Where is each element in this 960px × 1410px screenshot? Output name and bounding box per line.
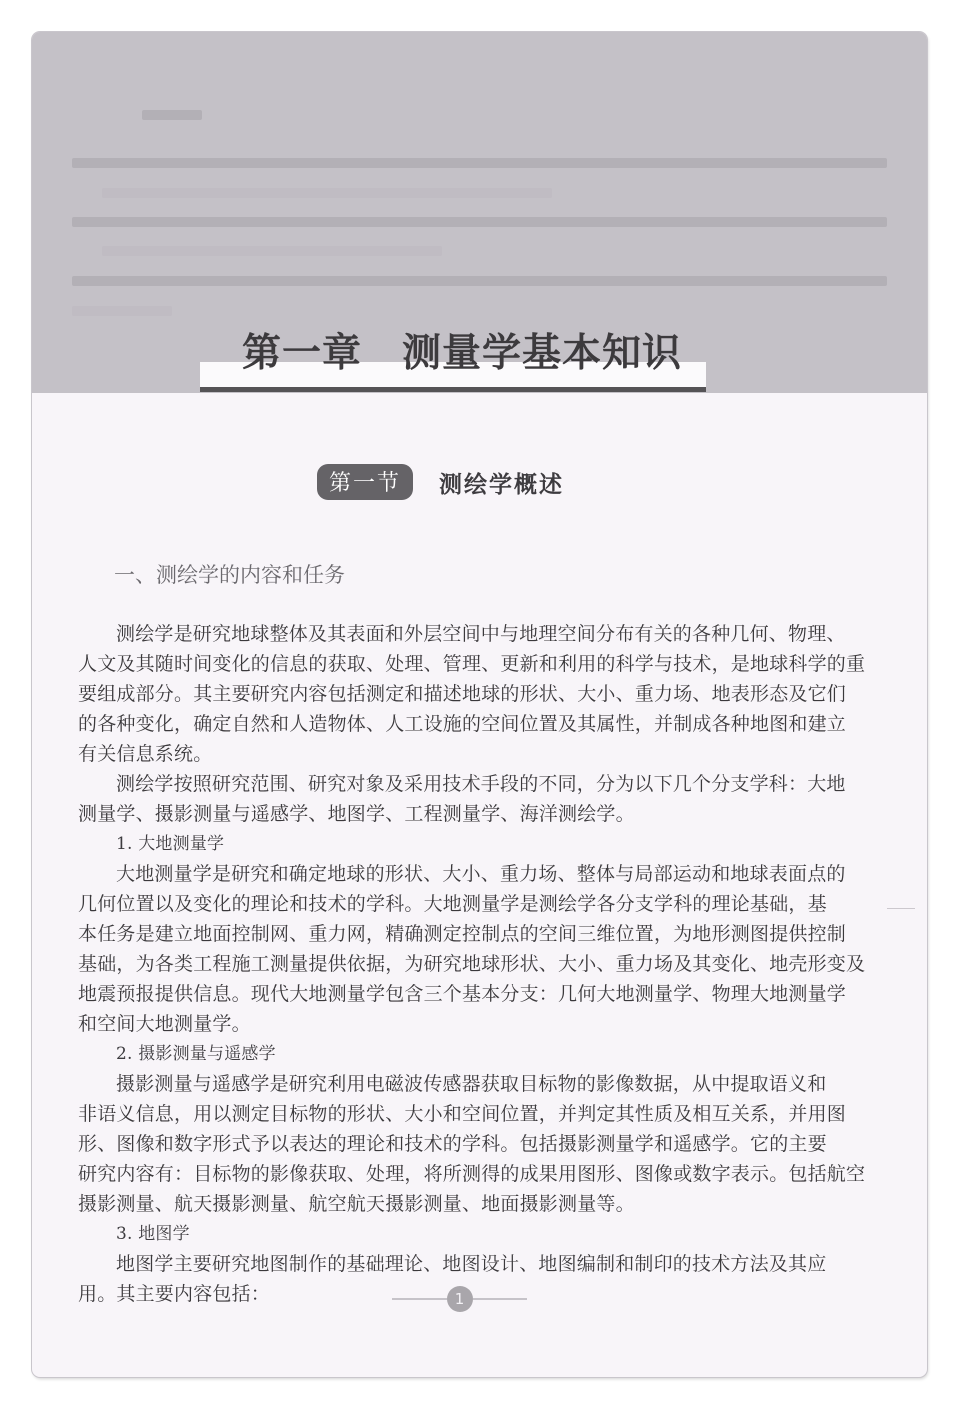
divider bbox=[473, 1298, 528, 1300]
body-text bbox=[78, 619, 866, 1309]
bleed-through-text bbox=[102, 246, 442, 256]
paragraph-line: 用。其主要内容包括： bbox=[78, 1283, 271, 1305]
page-number-badge: 1 bbox=[447, 1286, 473, 1312]
paragraph-line: 非语义信息，用以测定目标物的形状、大小和空间位置，并判定其性质及相互关系，并用图 bbox=[78, 1103, 847, 1125]
paragraph-line: 和空间大地测量学。 bbox=[78, 1013, 251, 1035]
subsection-heading: 一、测绘学的内容和任务 bbox=[114, 563, 345, 587]
chapter-title: 第一章 测量学基本知识 bbox=[242, 330, 683, 376]
paragraph-line: 研究内容有：目标物的影像获取、处理，将所测得的成果用图形、图像或数字表示。包括航空 bbox=[78, 1163, 866, 1185]
paragraph-line: 大地测量学是研究和确定地球的形状、大小、重力场、整体与局部运动和地球表面点的 bbox=[116, 863, 846, 885]
item-heading-cartography: 3. 地图学 bbox=[116, 1224, 190, 1244]
paragraph-line: 人文及其随时间变化的信息的获取、处理、管理、更新和利用的科学与技术，是地球科学的重 bbox=[78, 653, 866, 675]
page-number bbox=[392, 1287, 527, 1311]
paragraph-line: 地震预报提供信息。现代大地测量学包含三个基本分支：几何大地测量学、物理大地测量学 bbox=[78, 983, 847, 1005]
paragraph-line: 的各种变化，确定自然和人造物体、人工设施的空间位置及其属性，并制成各种地图和建立 bbox=[78, 713, 847, 735]
bleed-through-text bbox=[72, 217, 887, 227]
divider bbox=[392, 1298, 447, 1300]
paragraph-line: 有关信息系统。 bbox=[78, 743, 213, 765]
paragraph-line: 测量学、摄影测量与遥感学、地图学、工程测量学、海洋测绘学。 bbox=[78, 803, 635, 825]
paragraph-line: 测绘学按照研究范围、研究对象及采用技术手段的不同，分为以下几个分支学科：大地 bbox=[116, 773, 846, 795]
scan-artifact bbox=[887, 908, 915, 909]
paragraph-line: 摄影测量、航天摄影测量、航空航天摄影测量、地面摄影测量等。 bbox=[78, 1193, 635, 1215]
paragraph-line: 几何位置以及变化的理论和技术的学科。大地测量学是测绘学各分支学科的理论基础，基 bbox=[78, 893, 827, 915]
paragraph-line: 要组成部分。其主要研究内容包括测定和描述地球的形状、大小、重力场、地表形态及它们 bbox=[78, 683, 847, 705]
bleed-through-text bbox=[142, 110, 202, 120]
book-page bbox=[32, 32, 927, 1377]
section-title: 测绘学概述 bbox=[439, 471, 565, 498]
section-header bbox=[317, 464, 564, 500]
bleed-through-text bbox=[72, 276, 887, 286]
paragraph-line: 地图学主要研究地图制作的基础理论、地图设计、地图编制和制印的技术方法及其应 bbox=[116, 1253, 827, 1275]
bleed-through-text bbox=[72, 158, 887, 168]
item-heading-geodesy: 1. 大地测量学 bbox=[116, 834, 225, 854]
bleed-through-text bbox=[102, 188, 552, 198]
paragraph-line: 摄影测量与遥感学是研究利用电磁波传感器获取目标物的影像数据，从中提取语义和 bbox=[116, 1073, 827, 1095]
paragraph-line: 形、图像和数字形式予以表达的理论和技术的学科。包括摄影测量学和遥感学。它的主要 bbox=[78, 1133, 827, 1155]
paragraph-line: 测绘学是研究地球整体及其表面和外层空间中与地理空间分布有关的各种几何、物理、 bbox=[116, 623, 846, 645]
item-heading-photogrammetry: 2. 摄影测量与遥感学 bbox=[116, 1044, 276, 1064]
bleed-through-text bbox=[72, 306, 172, 316]
section-badge: 第一节 bbox=[317, 464, 413, 500]
paragraph-line: 本任务是建立地面控制网、重力网，精确测定控制点的空间三维位置，为地形测图提供控制 bbox=[78, 923, 847, 945]
paragraph-line: 基础，为各类工程施工测量提供依据，为研究地球形状、大小、重力场及其变化、地壳形变及 bbox=[78, 953, 866, 975]
